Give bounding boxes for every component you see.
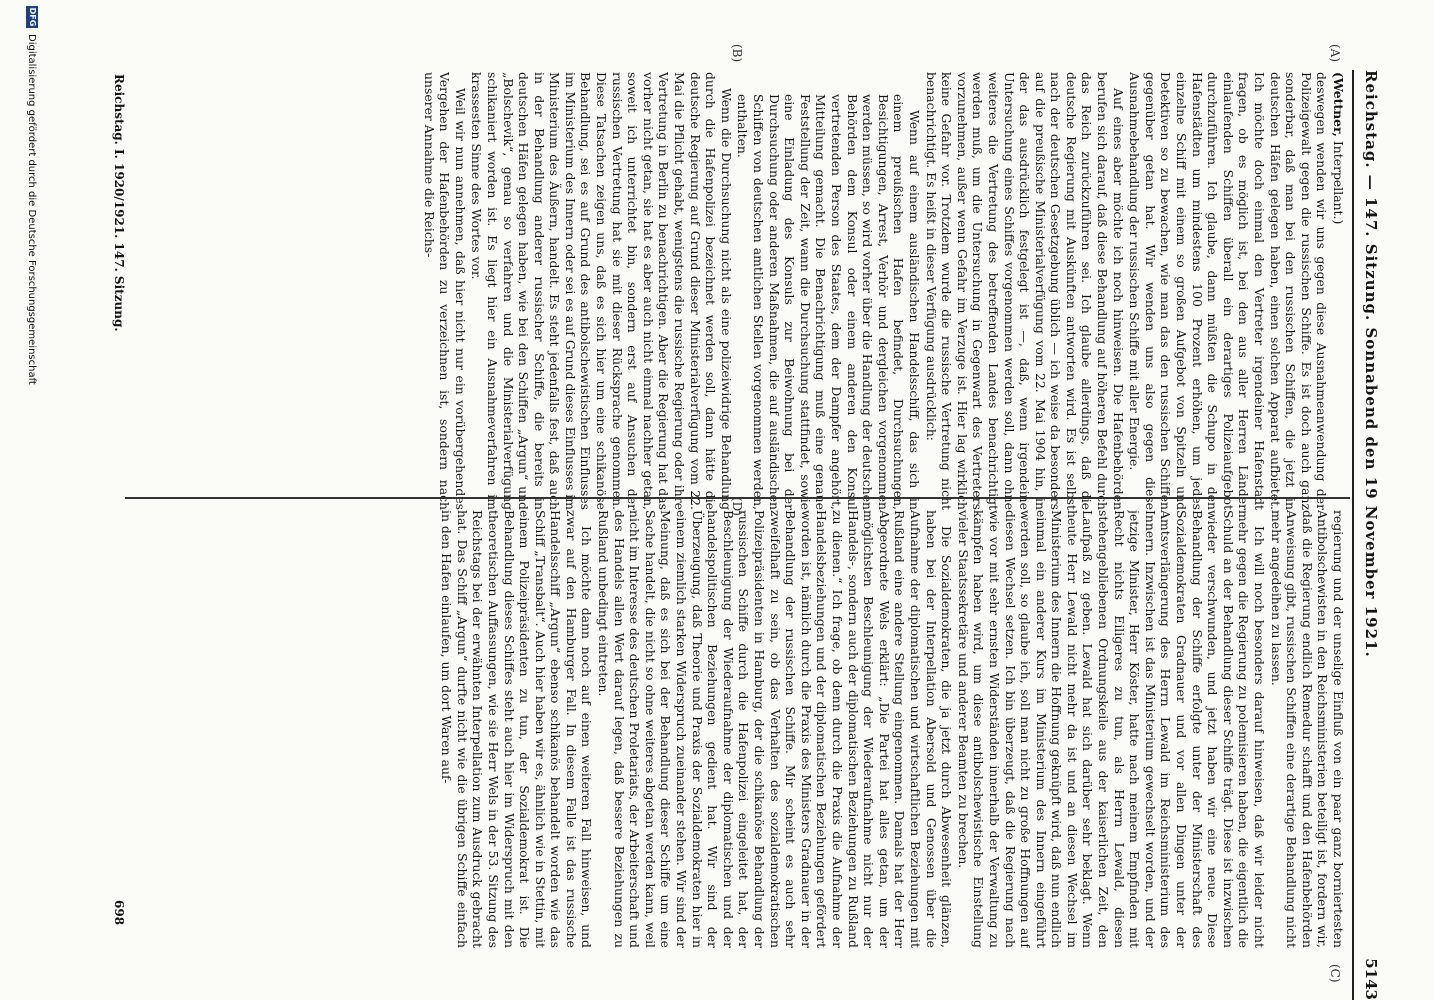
column-divider <box>125 497 1350 499</box>
header-rule <box>1352 70 1354 1000</box>
speaker-name: (Wettner, <box>1331 72 1346 137</box>
page-header <box>1356 70 1386 1000</box>
paragraph: Die Sozialdemokraten, die ja jetzt durch Abwesenheit glänzen, haben bei der Interpellation Abersold und Genossen über die Aufnahme der diplomatischen und wirtschaftlichen Beziehungen mit Rußland eine andere Stellung eingenommen. Damals hat der Herr Abgeordnete Wels erklärt: „Die Partei hat alles getan, um der möglichsten Beschleunigung der Wiederaufnahme nicht nur der Handels-, sondern auch der diplomatischen Beziehungen zu Rußland zu dienen.“ Ich frage, ob denn durch die Praxis die Aufnahme der Handelsbeziehungen und der diplomatischen Beziehungen gefördert worden ist, nämlich durch die Praxis des Ministers Gradnauer in der Behandlung der russischen Schiffe. Mir scheint es auch sehr zweifelhaft zu sein, ob das Verhalten des sozialdemokratischen Polizeipräsidenten in Hamburg, der die schikanöse Behandlung der russischen Schiffe durch die Hafenpolizei eingeleitet hat, der Beschleunigung der Wiederaufnahme der diplomatischen und der handelspolitischen Beziehungen gedient hat. Wir sind der Überzeugung, daß Theorie und Praxis der Sozialdemokraten hier in einem ziemlich starken Widerspruch zueinander stehen. Wir sind der Meinung, daß es sich bei der Behandlung dieser Schiffe um eine Sache handelt, die nicht so ohne weiteres abgetan werden kann, weil nicht im Interesse des deutschen Proletariats, der Arbeiterschaft und des Handels allen Wert darauf legen, daß bessere Beziehungen zu Rußland unbedingt eintreten. <box>596 510 955 948</box>
paragraph: deswegen wenden wir uns gegen diese Ausnahmeanwendung der Polizeigewalt gegen die russischen Schiffe. Es ist doch auch ganz sonderbar, daß man bei den russischen Schiffen, die jetzt in deutschen Häfen gelegen haben, einen solchen Apparat aufbietet. Ich möchte doch einmal den Vertreter irgendeiner Hafenstadt fragen, ob es möglich ist, bei den aus aller Herren Länder einlaufenden Schiffen überall ein derartiges Polizeiaufgebot durchzuführen. Ich glaube, dann müßten die Schupo in den Hafenstädten um mindestens 100 Prozent erhöhen, um jedes einzelne Schiff mit einem so großen Aufgebot von Spitzeln und Detektiven so zu bewachen, wie man das den russischen Schiffen gegenüber getan hat. Wir wenden uns also gegen diese Ausnahmebehandlung der russischen Schiffe mit aller Energie. <box>1127 72 1330 510</box>
digitization-credit-text: Digitalisierung gefördert durch die Deutsche Forschungsgemeinschaft <box>26 34 38 385</box>
paragraph: Ich will noch besonders darauf hinweisen, daß wir leider nicht mehr gegen die Regierung zu polemisieren haben, die eigentlich die Schuld an der Behandlung dieser Schiffe trägt. Diese ist inzwischen wieder verschwunden, und jetzt haben wir eine neue. Diese Behandlung der Schiffe erfolgte unter der Ministerschaft des Sozialdemokraten Gradnauer und vor allen Dingen unter der Amtsverlängerung des Herrn Lewald im Reichsministerium des Innern. Inzwischen ist das Ministerium gewechselt worden, und der jetzige Minister, Herr Köster, hatte nach meinem Empfinden mit Recht nichts Eiligeres zu tun, als Herrn Lewald, diesen stehengebliebenen Ordnungskeile aus der kaiserlichen Zeit, den Laufpaß zu geben. Lewald hat sich darüber sehr beklagt. Wenn heute Herr Lewald nicht mehr da ist und an diesen Wechsel im Ministerium des Innern die Hoffnung geknüpft wird, daß nun endlich einmal ein anderer Kurs im Ministerium des Innern eingeführt werden soll, so glaube ich, soll man nicht zu große Hoffnungen auf diesen Wechsel setzen. Ich bin überzeugt, daß die Regierung nach wie vor mit sehr ernsten Widerständen innerhalb der Verwaltung zu kämpfen haben wird, um diese antibolschewistische Einstellung vieler Staatssekretäre und anderer Beamten zu brechen. <box>955 510 1268 948</box>
paragraph: Wenn die Durchsuchung nicht als eine polizeiwidrige Behandlung durch die Hafenpolizei bezeichnet werden soll, dann hätte die deutsche Regierung auf Grund dieser Ministerialverfügung vom 22. Mai die Pflicht gehabt, wenigstens die russische Regierung oder ihre Vertretung in Berlin zu benachrichtigen. Aber die Regierung hat das vorher nicht getan, sie hat es aber auch nicht einmal nachher getan, soweit ich unterrichtet bin, sondern erst auf Ansuchen der russischen Vertretung hat sie mit dieser Rücksprache genommen. Diese Tatsachen zeigen uns, daß es sich hier um eine schikanöse Behandlung, sei es auf Grund des antibolschewistischen Einflusses im Ministerium des Innern oder sei es auf Grund dieses Einflusses im Ministerium des Äußern, handelt. Es steht jedenfalls fest, daß auch in der Behandlung anderer russischer Schiffe, die bereits in deutschen Häfen gelegen haben, wie bei den Schiffen „Argun“ und „Bolschevik“, genau so verfahren und die Ministerialverfügung schikaniert worden ist. Es liegt hier ein Ausnahmeverfahren im krassesten Sinne des Wortes vor. <box>469 72 734 510</box>
margin-mark-c: (C) <box>1328 964 1342 983</box>
digitization-credit <box>22 0 42 1006</box>
quoted-paragraph: Wenn auf einem ausländischen Handelsschiff, das sich in einem preußischen Hafen befindet, Durchsuchungen, Besichtigungen, Arrest, Verhör und dergleichen vorgenommen werden müssen, so wird vorher über die Handlung der deutschen Behörden dem Konsul oder einem anderen den Konsul vertretenden Person des Staates, dem der Dampfer angehört, Mitteilung gemacht. Die Benachrichtigung muß eine genaue Feststellung der Zeit, wann die Durchsuchung stattfindet, sowie eine Einladung des Konsuls zur Beiwohnung bei der Durchsuchung oder anderen Maßnahmen, die auf ausländischen Schiffen von deutschen amtlichen Stellen vorgenommen werden, enthalten. <box>735 94 922 510</box>
paragraph: regierung und der unselige Einfluß von ein paar ganz borniertesten Antibolschewisten in den Reichsministerien beteiligt ist, fordern wir, daß die Regierung endlich Remedur schafft und den Hafenbehörden Anweisung gibt, russischen Schiffen eine derartige Behandlung nicht mehr angedeihen zu lassen. <box>1268 510 1346 948</box>
footer-sheet-number: 698 <box>112 900 126 926</box>
margin-mark-a: (A) <box>1328 44 1342 63</box>
margin-mark-b: (B) <box>730 44 744 63</box>
footer-session: Reichstag. I. 1920/1921. 147. Sitzung. <box>112 74 126 332</box>
right-column <box>131 510 1346 948</box>
speaker-role: Interpellant.) <box>1331 140 1346 225</box>
left-column <box>131 72 1346 510</box>
paragraph: Weil wir nun annehmen, daß hier nicht nur ein vorübergehendes Vergehen der Hafenbehörden zu verzeichnen ist, sondern nach unserer Annahme die Reichs- <box>421 72 468 510</box>
speaker-line <box>1330 72 1346 510</box>
dfg-logo: DFG <box>28 7 37 27</box>
page-number: 5143 <box>1362 958 1380 1000</box>
page-header-title: Reichstag. — 147. Sitzung. Sonnabend den 19 November 1921. <box>1362 70 1380 658</box>
margin-mark-d: (D) <box>730 497 744 516</box>
paragraph: Auf eines aber möchte ich noch hinweisen. Die Hafenbehörden berufen sich darauf, daß diese Behandlung auf höheren Befehl durch das Reich zurückzuführen sei. Ich glaube allerdings, daß die deutsche Regierung mit Auskünften antworten wird. Es ist selbst nach der deutschen Gesetzgebung üblich — ich weise da besonders auf die preußische Ministerialverfügung vom 22. Mai 1904 hin, in der das ausdrücklich festgelegt ist —, daß, wenn irgendeine Untersuchung eines Schiffes vorgenommen werden soll, dann ohne weiteres die Vertretung des betreffenden Landes benachrichtigt werden muß, um die Untersuchung in Gegenwart des Vertreters vorzunehmen, außer wenn Gefahr im Verzuge ist. Hier lag wirklich keine Gefahr vor. Trotzdem wurde die russische Vertretung nicht benachrichtigt. Es heißt in dieser Verfügung ausdrücklich: <box>923 72 1126 510</box>
paragraph: Ich möchte dann noch auf einen weiteren Fall hinweisen, und zwar auf den Hamburger Fall. In diesem Falle ist das russische Handelsschiff „Argun“ ebenso schikanös behandelt worden wie das Schiff „Transbalt“. Auch hier haben wir es, ähnlich wie in Stettin, mit einem Polizeipräsidenten zu tun, der Sozialdemokrat ist. Die Behandlung dieses Schiffes steht auch hier im Widerspruch mit den theoretischen Auffassungen, wie sie Herr Wels in der 53. Sitzung des Reichstags bei der erwähnten Interpellation zum Ausdruck gebracht hat. Das Schiff „Argun“ durfte nicht wie die übrigen Schiffe einfach in den Hafen einlaufen, um dort Waren auf- <box>439 510 595 948</box>
